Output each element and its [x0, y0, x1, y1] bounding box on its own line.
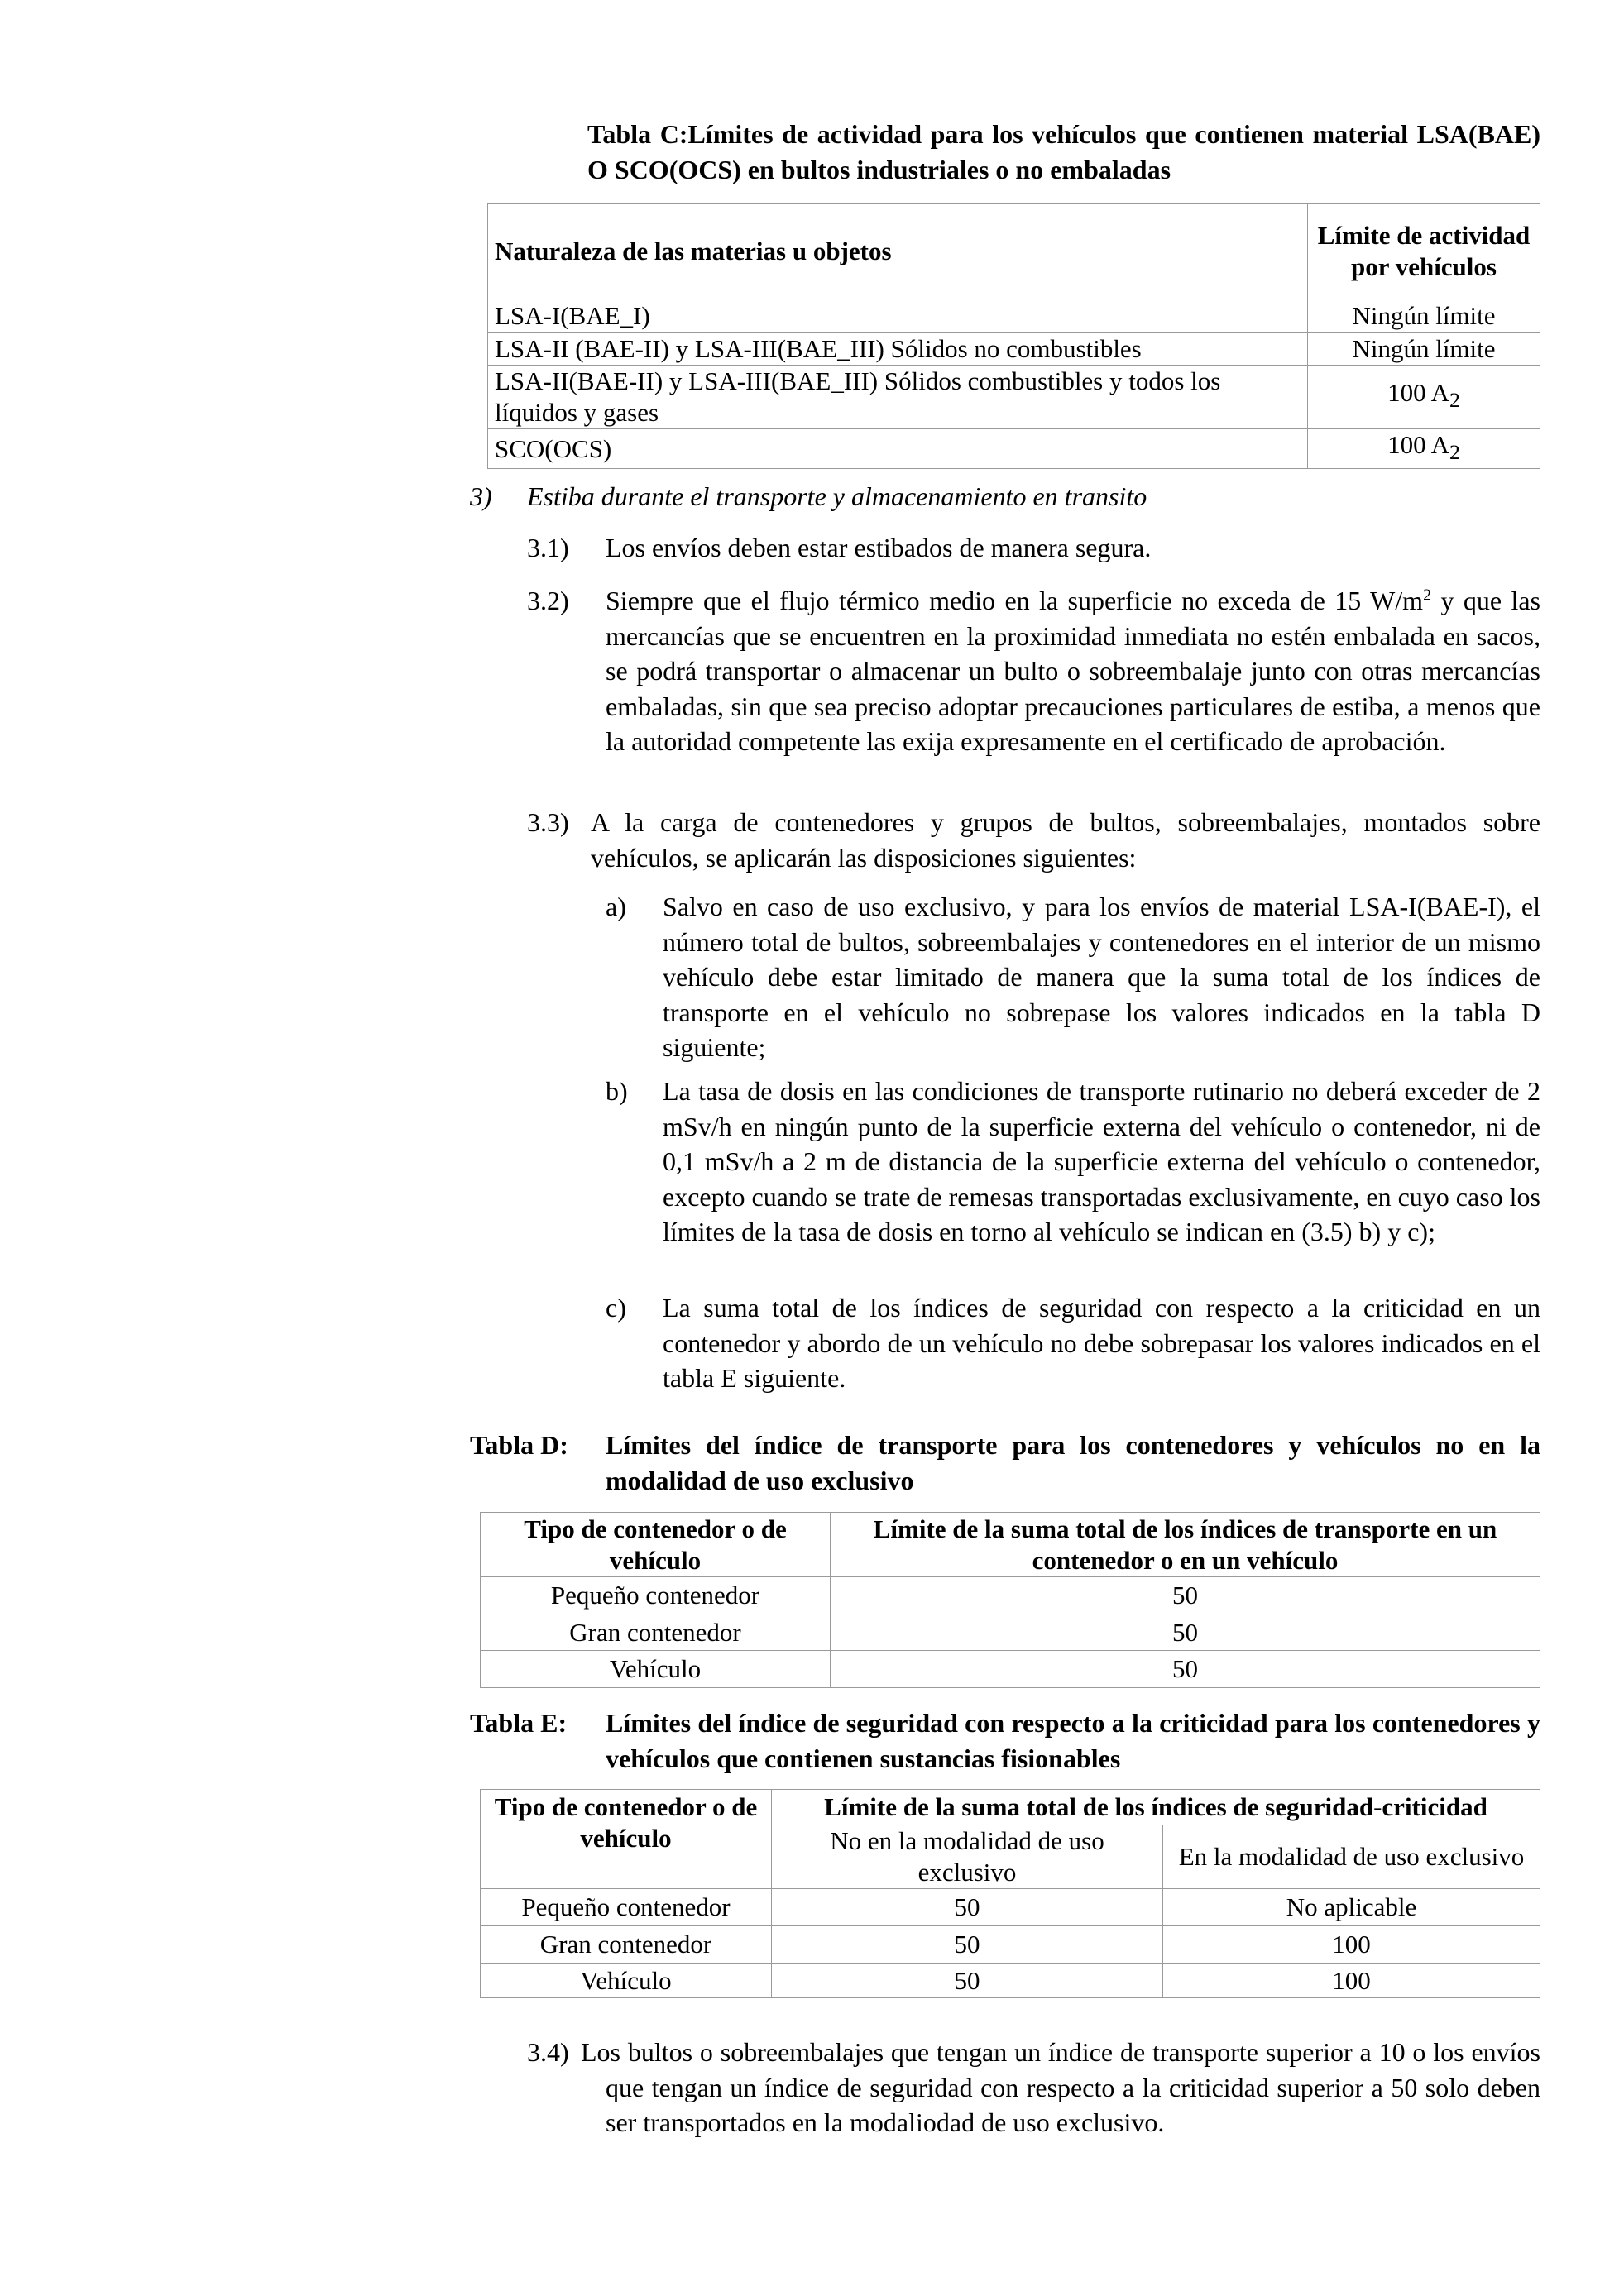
cell-limit — [1308, 429, 1540, 469]
item-a-number: a) — [606, 892, 626, 921]
p34-number: 3.4) — [527, 2037, 569, 2067]
section-3-title: Estiba durante el transporte y almacenamiento en transito — [527, 481, 1147, 511]
header-limit: Límite de la suma total de los índices de transporte en un contenedor o en un vehículo — [831, 1513, 1540, 1577]
header-type: Tipo de contenedor o de vehículo — [481, 1790, 772, 1889]
cell-exclusive: No aplicable — [1163, 1889, 1540, 1926]
cell-type: Gran contenedor — [481, 1926, 772, 1964]
cell-nature: SCO(OCS) — [488, 429, 1308, 469]
item-a-text: Salvo en caso de uso exclusivo, y para los envíos de material LSA-I(BAE-I), el número total de bultos, sobreembalajes y contenedores en el interior de un mismo vehículo debe estar limitado de manera que la suma total de los índices de transporte en el vehículo no sobrepase los valores indicados en la tabla D siguiente; — [663, 892, 1540, 1062]
item-c-number: c) — [606, 1293, 626, 1323]
tabla-e-title: Límites del índice de seguridad con respecto a la criticidad para los contenedores y vehículos que contienen sustancias fisionables — [606, 1708, 1540, 1773]
cell-limit: 50 — [831, 1577, 1540, 1614]
item-c-text: La suma total de los índices de seguridad con respecto a la criticidad en un contenedor y abordo de un vehículo no debe sobrepasar los valores indicados en el tabla E siguiente. — [663, 1293, 1540, 1393]
table-row — [481, 1889, 1540, 1926]
cell-limit: 50 — [831, 1614, 1540, 1651]
table-header-row — [481, 1513, 1540, 1577]
table-row — [481, 1651, 1540, 1688]
tabla-e-label: Tabla E: — [470, 1708, 568, 1738]
cell-type: Pequeño contenedor — [481, 1889, 772, 1926]
section-3-number: 3) — [470, 481, 492, 511]
table-row — [488, 299, 1540, 333]
tabla-d-title: Límites del índice de transporte para los contenedores y vehículos no en la modalidad de uso exclusivo — [606, 1430, 1540, 1495]
p32-text-a: Siempre que el flujo térmico medio en la superficie no exceda de 15 W/m — [606, 586, 1424, 615]
subheader-non-exclusive: No en la modalidad de uso exclusivo — [772, 1825, 1163, 1889]
limit-value: 100 A — [1387, 430, 1449, 459]
table-row — [488, 333, 1540, 366]
tabla-d — [480, 1512, 1540, 1688]
cell-type: Vehículo — [481, 1651, 831, 1688]
table-row — [488, 366, 1540, 429]
item-b-number: b) — [606, 1076, 628, 1106]
subheader-exclusive: En la modalidad de uso exclusivo — [1163, 1825, 1540, 1889]
header-nature: Naturaleza de las materias u objetos — [488, 204, 1308, 299]
p32-number: 3.2) — [527, 586, 569, 615]
p33-number: 3.3) — [527, 807, 569, 837]
tabla-d-label: Tabla D: — [470, 1430, 568, 1460]
table-row — [488, 429, 1540, 469]
tabla-c-title: Tabla C:Límites de actividad para los vehículos que contienen material LSA(BAE) O SCO(OCS) en bultos industriales o no embaladas — [587, 119, 1540, 184]
limit-subscript: 2 — [1449, 440, 1460, 465]
cell-limit: Ningún límite — [1308, 333, 1540, 366]
cell-exclusive: 100 — [1163, 1964, 1540, 1998]
cell-exclusive: 100 — [1163, 1926, 1540, 1964]
cell-limit: 50 — [831, 1651, 1540, 1688]
cell-non-exclusive: 50 — [772, 1889, 1163, 1926]
cell-nature: LSA-II (BAE-II) y LSA-III(BAE_III) Sólidos no combustibles — [488, 333, 1308, 366]
table-row — [481, 1964, 1540, 1998]
header-limit: Límite de la suma total de los índices de seguridad-criticidad — [772, 1790, 1540, 1825]
table-header-row — [481, 1790, 1540, 1825]
tabla-c — [487, 203, 1540, 469]
p32-text — [606, 583, 1540, 759]
cell-nature: LSA-I(BAE_I) — [488, 299, 1308, 333]
table-header-row — [488, 204, 1540, 299]
p34-text: Los bultos o sobreembalajes que tengan un índice de transporte superior a 10 o los envíos que tengan un índice de seguridad con respecto a la criticidad superior a 50 solo deben ser transportados en la modaliodad de uso exclusivo. — [581, 2037, 1540, 2137]
table-row — [481, 1926, 1540, 1964]
p31-number: 3.1) — [527, 533, 569, 562]
header-type: Tipo de contenedor o de vehículo — [481, 1513, 831, 1577]
cell-type: Vehículo — [481, 1964, 772, 1998]
cell-type: Pequeño contenedor — [481, 1577, 831, 1614]
p33-text: A la carga de contenedores y grupos de bultos, sobreembalajes, montados sobre vehículos, se aplicarán las disposiciones siguientes: — [591, 807, 1540, 873]
item-b-text: La tasa de dosis en las condiciones de transporte rutinario no deberá exceder de 2 mSv/h en ningún punto de la superficie externa del vehículo o contenedor, ni de 0,1 mSv/h a 2 m de distancia de la superficie externa del vehículo o contenedor, excepto cuando se trate de remesas transportadas exclusivamente, en cuyo caso los límites de la tasa de dosis en torno al vehículo se indican en (3.5) b) y c); — [663, 1076, 1540, 1246]
cell-limit: Ningún límite — [1308, 299, 1540, 333]
cell-limit — [1308, 366, 1540, 429]
table-row — [481, 1614, 1540, 1651]
cell-non-exclusive: 50 — [772, 1964, 1163, 1998]
limit-value: 100 A — [1387, 378, 1449, 408]
p31-text: Los envíos deben estar estibados de manera segura. — [606, 533, 1152, 562]
cell-non-exclusive: 50 — [772, 1926, 1163, 1964]
tabla-e — [480, 1789, 1540, 1998]
p32-superscript: 2 — [1423, 586, 1432, 605]
cell-nature: LSA-II(BAE-II) y LSA-III(BAE_III) Sólidos combustibles y todos los líquidos y gases — [488, 366, 1308, 429]
p32-text-b: y que las mercancías que se encuentren en la proximidad inmediata no estén embalada en sacos, se podrá transportar o almacenar un bulto o sobreembalaje junto con otras mercancías embaladas, sin que sea preciso adoptar precauciones particulares de estiba, a menos que la autoridad competente las exija expresamente en el certificado de aprobación. — [606, 586, 1541, 756]
cell-type: Gran contenedor — [481, 1614, 831, 1651]
limit-subscript: 2 — [1449, 388, 1460, 413]
table-row — [481, 1577, 1540, 1614]
header-limit: Límite de actividad por vehículos — [1308, 204, 1540, 299]
